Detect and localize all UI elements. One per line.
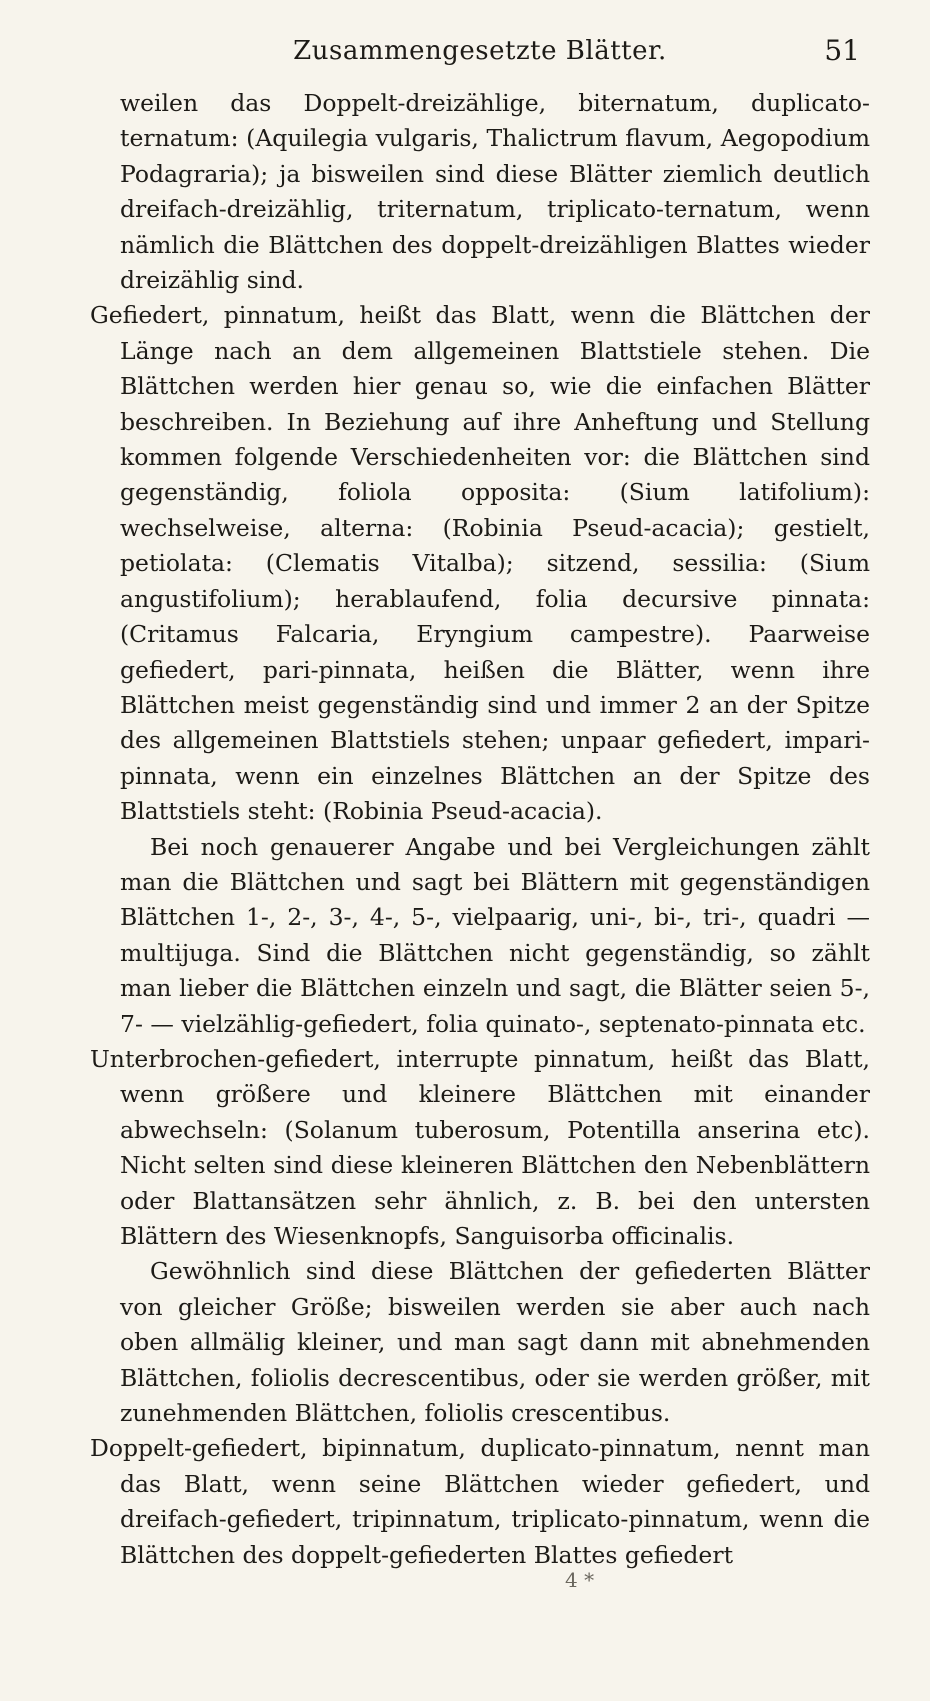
paragraph-blaettchen-zaehlen: Bei noch genauerer Angabe und bei Vergleichungen zählt man die Blättchen und sagt bei Blättern mit gegenständigen Blättchen 1-, 2-, 3-, 4-, 5-, vielpaarig, uni-, bi-, tri-, quadri — multijuga. Sind die Blättchen nicht gegenständig, so zählt man lieber die Blättchen einzeln und sagt, die Blätter seien 5-, 7- — vielzählig-gefiedert, folia quinato-, septenato-pinnata etc. xyxy=(120,832,870,1038)
book-page xyxy=(90,32,870,1662)
body-text xyxy=(90,86,870,1573)
running-title: Zusammengesetzte Blätter. xyxy=(293,36,667,66)
signature-mark: 4 * xyxy=(565,1568,595,1592)
paragraph-blaettchen-groesse: Gewöhnlich sind diese Blättchen der gefiederten Blätter von gleicher Größe; bisweilen werden sie aber auch nach oben allmälig kleiner, und man sagt dann mit abnehmenden Blättchen, foliolis decrescentibus, oder sie werden größer, mit zunehmenden Blättchen, foliolis crescentibus. xyxy=(120,1257,870,1428)
paragraph-continuation: weilen das Doppelt-dreizählige, biternatum, duplicato-ternatum: (Aquilegia vulgaris, Thalictrum flavum, Aegopodium Podagraria); ja bisweilen sind diese Blätter ziemlich deutlich dreifach-dreizählig, triternatum, triplicato-ternatum, wenn nämlich die Blättchen des doppelt-dreizähligen Blattes wieder dreizählig sind. xyxy=(120,89,870,295)
running-head xyxy=(90,32,870,78)
paragraph-gefiedert: Gefiedert, pinnatum, heißt das Blatt, wenn die Blättchen der Länge nach an dem allgemeinen Blattstiele stehen. Die Blättchen werden hier genau so, wie die einfachen Blätter beschreiben. In Beziehung auf ihre Anheftung und Stellung kommen folgende Verschiedenheiten vor: die Blättchen sind gegenständig, foliola opposita: (Sium latifolium): wechselweise, alterna: (Robinia Pseud-acacia); gestielt, petiolata: (Clematis Vitalba); sitzend, sessilia: (Sium angustifolium); herablaufend, folia decursive pinnata: (Critamus Falcaria, Eryngium campestre). Paarweise gefiedert, pari-pinnata, heißen die Blätter, wenn ihre Blättchen meist gegenständig sind und immer 2 an der Spitze des allgemeinen Blattstiels stehen; unpaar gefiedert, impari-pinnata, wenn ein einzelnes Blättchen an der Spitze des Blattstiels steht: (Robinia Pseud-acacia). xyxy=(90,301,870,826)
page-number: 51 xyxy=(824,34,860,67)
paragraph-doppelt-gefiedert: Doppelt-gefiedert, bipinnatum, duplicato-pinnatum, nennt man das Blatt, wenn seine Blättchen wieder gefiedert, und dreifach-gefiedert, tripinnatum, triplicato-pinnatum, wenn die Blättchen des doppelt-gefiederten Blattes gefiedert xyxy=(90,1434,870,1569)
paragraph-unterbrochen-gefiedert: Unterbrochen-gefiedert, interrupte pinnatum, heißt das Blatt, wenn größere und kleinere Blättchen mit einander abwechseln: (Solanum tuberosum, Potentilla anserina etc). Nicht selten sind diese kleineren Blättchen den Nebenblättern oder Blattansätzen sehr ähnlich, z. B. bei den untersten Blättern des Wiesenknopfs, Sanguisorba officinalis. xyxy=(90,1044,870,1250)
